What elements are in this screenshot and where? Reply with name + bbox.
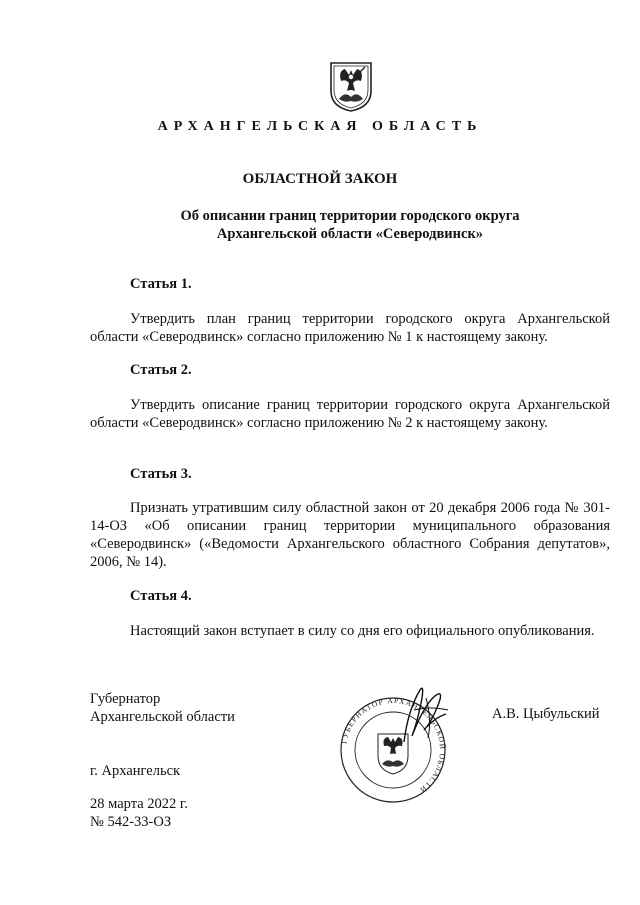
signatory-position-line-1: Губернатор	[90, 691, 161, 707]
law-date-number	[90, 795, 188, 831]
article-2-heading: Статья 2.	[130, 362, 192, 378]
place-of-signing: г. Архангельск	[90, 763, 181, 779]
article-1-text: Утвердить план границ территории городского округа Архангельской области «Северодвинск» согласно приложению № 1 к настоящему закону.	[90, 311, 610, 345]
law-title-line-1: Об описании границ территории городского округа	[180, 208, 520, 224]
arkhangelsk-coat-of-arms-icon	[329, 61, 373, 112]
article-2-text: Утвердить описание границ территории городского округа Архангельской области «Северодвинск» согласно приложению № 2 к настоящему закону.	[90, 397, 610, 431]
article-3-heading: Статья 3.	[130, 466, 192, 482]
official-seal-icon	[334, 680, 452, 804]
signatory-name: А.В. Цыбульский	[492, 706, 600, 722]
law-number: № 542-33-ОЗ	[90, 814, 172, 830]
article-4-text: Настоящий закон вступает в силу со дня его официального опубликования.	[130, 623, 595, 639]
article-1-heading: Статья 1.	[130, 276, 192, 292]
region-heading: АРХАНГЕЛЬСКАЯ ОБЛАСТЬ	[157, 119, 483, 134]
law-title-line-2: Архангельской области «Северодвинск»	[216, 226, 484, 242]
law-kind-heading: ОБЛАСТНОЙ ЗАКОН	[242, 171, 398, 187]
article-4-heading: Статья 4.	[130, 588, 192, 604]
svg-text:ГУБЕРНАТОР АРХАНГЕЛЬСКОЙ ОБЛАС: ГУБЕРНАТОР АРХАНГЕЛЬСКОЙ ОБЛАСТИ	[339, 695, 448, 795]
law-date: 28 марта 2022 г.	[90, 796, 188, 812]
law-title	[150, 207, 550, 243]
article-3-text: Признать утратившим силу областной закон от 20 декабря 2006 года № 301-14-ОЗ «Об описании границ территории муниципального образования «Северодвинск» («Ведомости Архангельского областного Собрания депутатов», 2006, № 14).	[90, 500, 610, 570]
signatory-position	[90, 690, 235, 726]
signatory-position-line-2: Архангельской области	[90, 709, 235, 725]
